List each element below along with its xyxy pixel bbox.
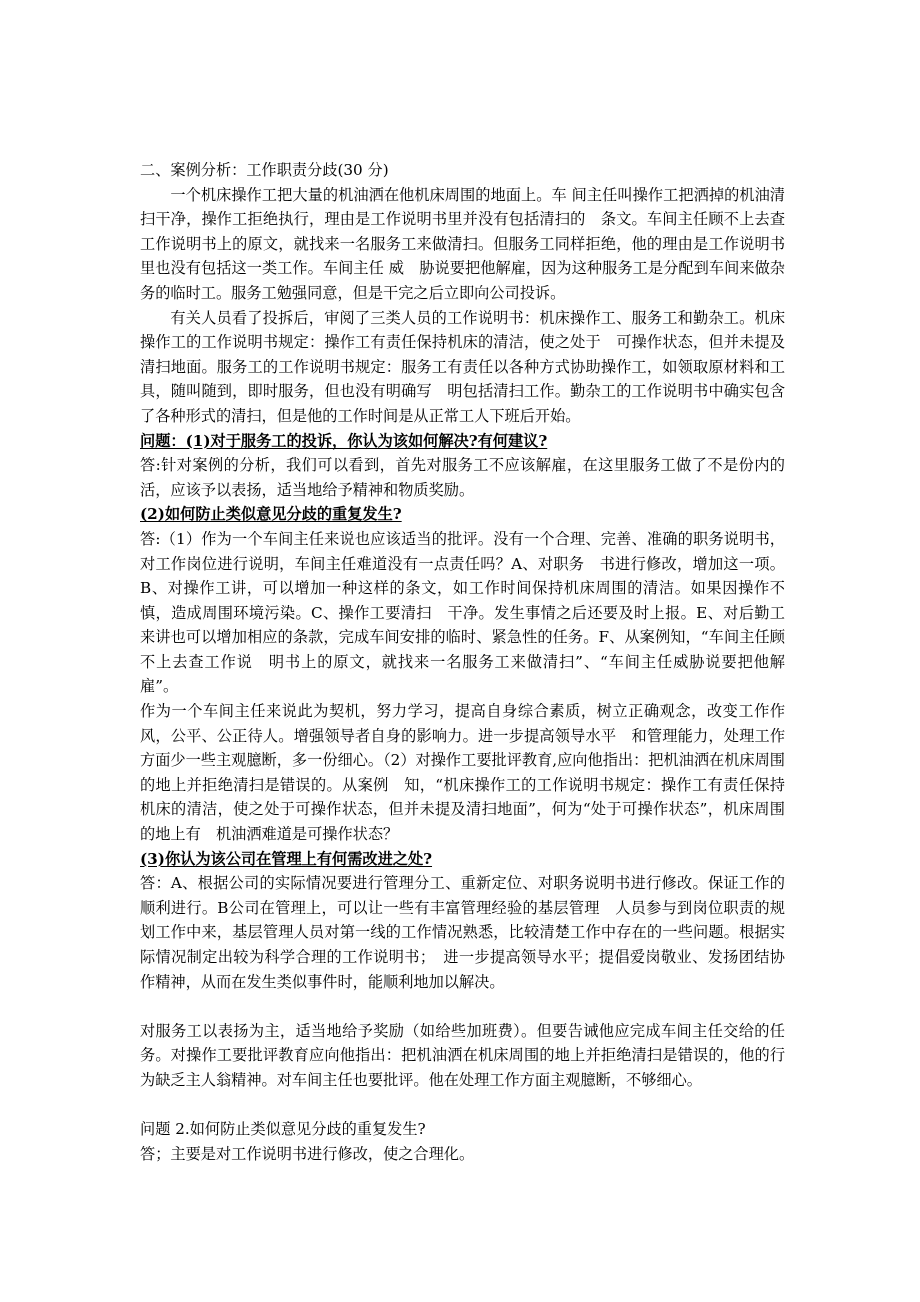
section-title: 二、案例分析：工作职责分歧(30 分) [140,161,389,179]
answer-3-text: 答：A、根据公司的实际情况要进行管理分工、重新定位、对职务说明书进行修改。保证工作的顺利进行。B公司在管理上，可以让一些有丰富管理经验的基层管理 人员参与到岗位职责的规划工作中来，基层管理人员对第一线的工作情况熟悉，比较清楚工作中存在的一些问题。根据实际情况制定出较为科学合理的工作说明书； 进一步提高领导水平；提倡爱岗敬业、发扬团结协作精神，从而在发生类似事件时，能顺利地加以解决。 [140,874,785,991]
case-paragraph: 有关人员看了投拆后，审阅了三类人员的工作说明书：机床操作工、服务工和勤杂工。机床操作工的工作说明书规定：操作工有责任保持机床的清洁，使之处于 可操作状态，但并未提及清扫地面。服务工的工作说明书规定：服务工有责任以各种方式协助操作工，如领取原材料和工具，随叫随到，即时服务，但也没有明确写 明包括清扫工作。勤杂工的工作说明书中确实包含了各种形式的清扫，但是他的工作时间是从正常工人下班后开始。 [140,308,785,425]
answer-1-text: 答:针对案例的分析，我们可以看到，首先对服务工不应该解雇，在这里服务工做了不是份内的活，应该予以表扬，适当地给予精神和物质奖励。 [140,456,785,499]
answer-2-text: 答:（1）作为一个车间主任来说也应该适当的批评。没有一个合理、完善、准确的职务说明书，对工作岗位进行说明，车间主任难道没有一点责任吗？A、对职务 书进行修改，增加这一项。B、对操作工讲，可以增加一种这样的条文，如工作时间保持机床周围的清洁。如果因操作不慎，造成周围环境污染。C、操作工要清扫 干净。发生事情之后还要及时上报。E、对后勤工来讲也可以增加相应的条款，完成车间安排的临时、紧急性的任务。F、从案例知，“车间主任顾不上去查工作说 明书上的原文，就找来一名服务工来做清扫”、“车间主任威胁说要把他解雇”。 [140,529,785,696]
case-paragraph: 一个机床操作工把大量的机油洒在他机床周围的地面上。车 间主任叫操作工把洒掉的机油清扫干净，操作工拒绝执行，理由是工作说明书里并没有包括清扫的 条文。车间主任顾不上去查工作说明书上的原文，就找来一名服务工来做清扫。但服务工同样拒绝，他的理由是工作说明书里也没有包括这一类工作。车间主任 威 胁说要把他解雇，因为这种服务工是分配到车间来做杂务的临时工。服务工勉强同意，但是干完之后立即向公司投诉。 [140,185,785,302]
extra-answer-text: 答；主要是对工作说明书进行修改，使之合理化。 [140,1144,475,1163]
question-3-heading: (3)你认为该公司在管理上有何需改进之处? [140,849,433,868]
question-1-heading: 问题：(1)对于服务工的投诉，你认为该如何解决?有何建议? [140,431,548,450]
document-page [140,158,785,1166]
extra-question-heading: 问题 2.如何防止类似意见分歧的重复发生? [140,1120,426,1139]
summary-paragraph: 对服务工以表扬为主，适当地给予奖励（如给些加班费）。但要告诫他应完成车间主任交给的任务。对操作工要批评教育应向他指出：把机油洒在机床周围的地上并拒绝清扫是错误的，他的行为缺乏主人翁精神。对车间主任也要批评。他在处理工作方面主观臆断，不够细心。 [140,1021,785,1089]
blank-line [140,1093,785,1118]
answer-2-text: 作为一个车间主任来说此为契机，努力学习，提高自身综合素质，树立正确观念，改变工作作风，公平、公正待人。增强领导者自身的影响力。进一步提高领导水平 和管理能力，处理工作方面少一些主观臆断，多一份细心。（2）对操作工要批评教育,应向他指出：把机油洒在机床周围的地上并拒绝清扫是错误的。从案例 知，“机床操作工的工作说明书规定：操作工有责任保持机床的清洁，使之处于可操作状态，但并未提及清扫地面”，何为“处于可操作状态”，机床周围的地上有 机油洒难道是可操作状态？ [140,702,785,844]
question-2-heading: (2)如何防止类似意见分歧的重复发生? [140,505,402,524]
blank-line [140,994,785,1019]
